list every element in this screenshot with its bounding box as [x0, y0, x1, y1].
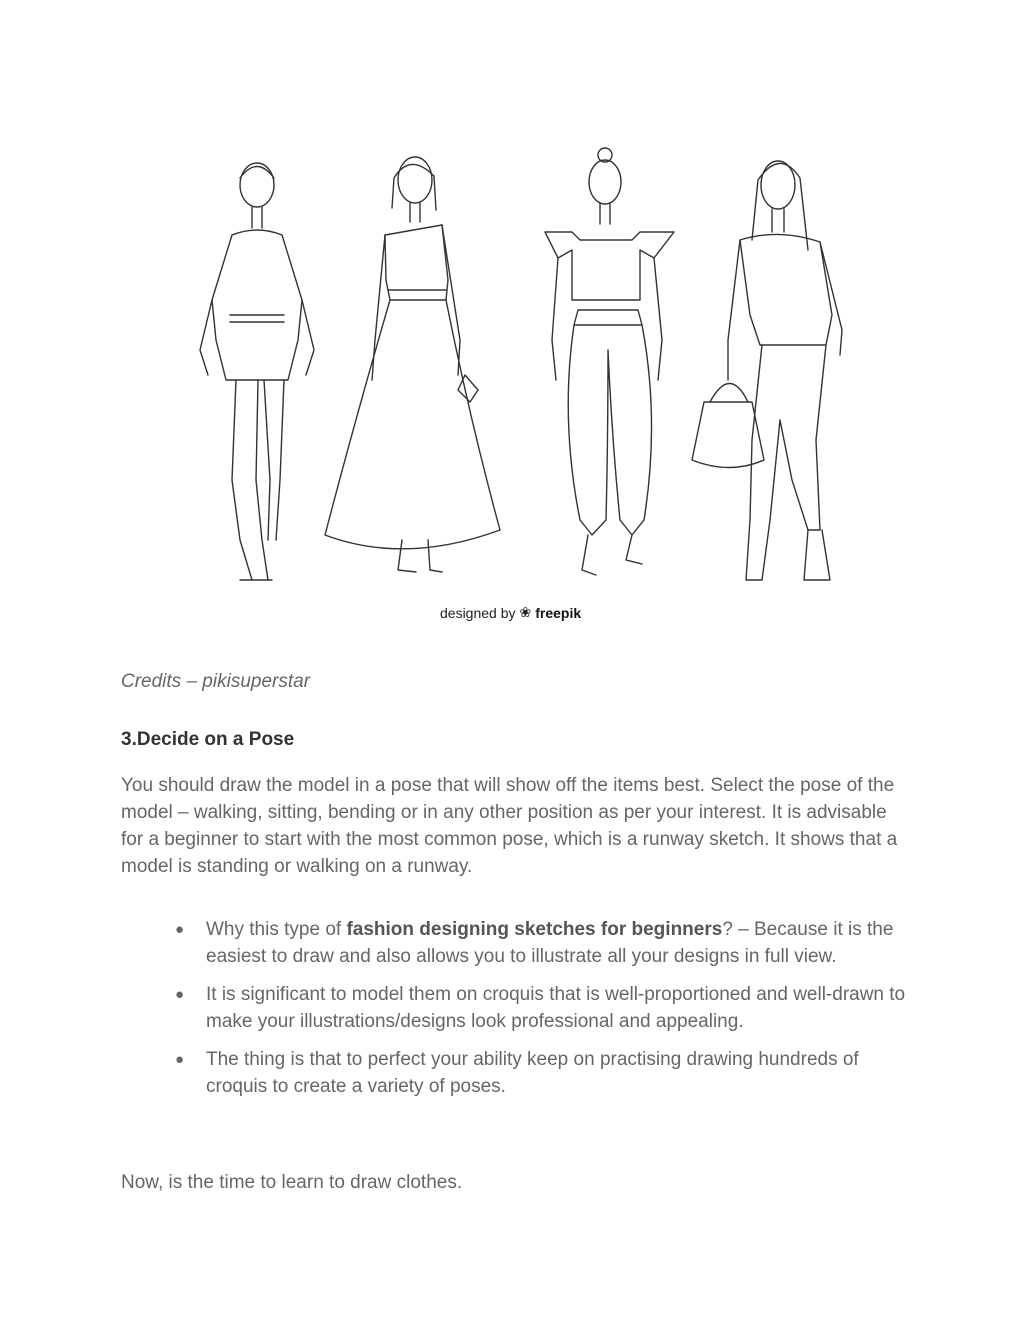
croquis-figure-2: [325, 157, 500, 572]
image-caption: Credits – pikisuperstar: [121, 671, 311, 692]
credit-brand: freepik: [535, 604, 582, 621]
list-item-text: It is significant to model them on croquis that is well-proportioned and well-drawn to make your illustrations/designs look professional and appealing.: [206, 984, 906, 1032]
list-item: [170, 917, 910, 970]
croquis-figure-4: [692, 161, 842, 580]
list-item-text: The thing is that to perfect your ability keep on practising drawing hundreds of croquis to create a variety of poses.: [206, 1049, 859, 1097]
list-item-bold-keyword: fashion designing sketches for beginners: [346, 919, 723, 940]
croquis-figure-1: [200, 163, 314, 580]
croquis-figure-3: [545, 148, 674, 575]
section-heading: 3.Decide on a Pose: [121, 729, 295, 750]
closing-sentence: Now, is the time to learn to draw clothes.: [121, 1172, 463, 1193]
list-item: [170, 1047, 910, 1100]
list-item: [170, 982, 910, 1035]
freepik-credit: [440, 604, 581, 621]
croquis-illustration: [180, 140, 860, 590]
bullet-icon: ●: [175, 1051, 185, 1068]
freepik-logo-icon: ❀: [519, 604, 532, 620]
bullet-icon: ●: [175, 921, 185, 938]
fashion-sketch-figure: [180, 140, 860, 630]
list-item-text-start: Why this type of: [206, 919, 347, 940]
credit-prefix: designed by: [440, 604, 516, 621]
bullet-list: [170, 917, 910, 1112]
list-item-text-end: ? – Because it is the easiest to draw and also allows you to illustrate all your designs in full view.: [206, 919, 894, 967]
body-paragraph: You should draw the model in a pose that will show off the items best. Select the pose of the model – walking, sitting, bending or in any other position as per your interest. It is advisable for a beginner to start with the most common pose, which is a runway sketch. It shows that a model is standing or walking on a runway.: [121, 775, 898, 877]
bullet-icon: ●: [175, 986, 185, 1003]
